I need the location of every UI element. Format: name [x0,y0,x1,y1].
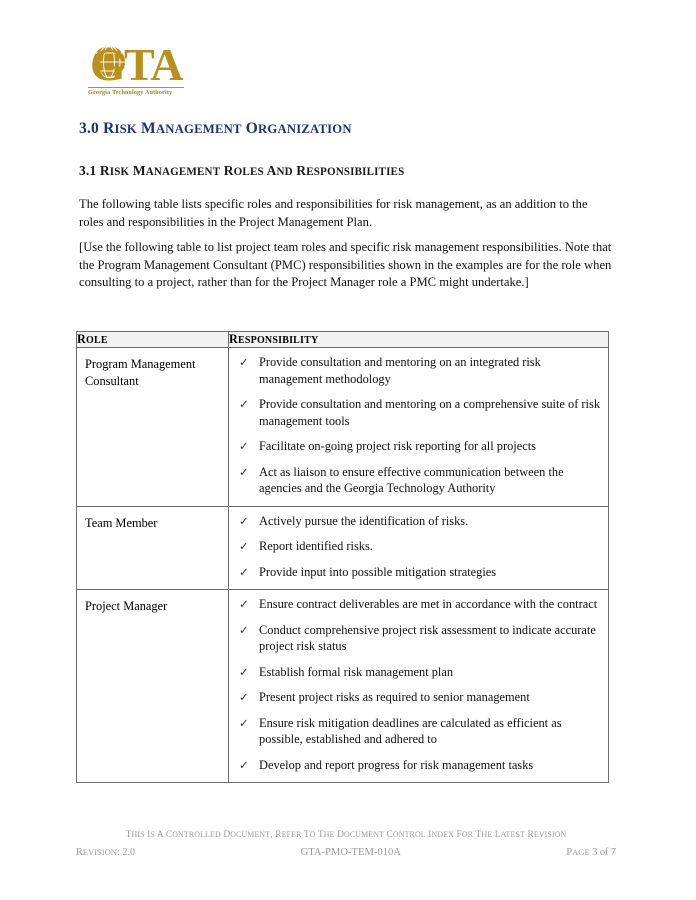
list-item [237,513,600,530]
list-item-text: Facilitate on-going project risk reporting for all projects [259,439,536,453]
list-item [237,396,600,429]
table-row [77,590,609,783]
role-cell: Program Management Consultant [77,348,229,507]
column-header-role: ROLE [77,332,229,348]
list-item-text: Provide input into possible mitigation strategies [259,564,497,579]
footer-revision: REVISION: 2.0 [76,847,136,858]
check-icon: ✓ [239,539,249,553]
check-icon: ✓ [239,439,249,453]
list-item [237,715,600,748]
table-row [77,348,609,507]
check-icon: ✓ [239,597,249,611]
list-item-text: Develop and report progress for risk management tasks [259,757,534,772]
check-icon: ✓ [239,664,249,679]
subsection-heading-text: 3.1 RISK MANAGEMENT ROLES AND RESPONSIBILITIES [79,163,405,178]
list-item [237,757,600,774]
roles-responsibilities-table [76,331,609,783]
list-item [237,354,600,387]
gta-logo [88,40,198,97]
section-heading-text: 3.0 RISK MANAGEMENT ORGANIZATION [79,120,352,137]
footer-notice: THIS IS A CONTROLLED DOCUMENT, REFER TO THE DOCUMENT CONTROL INDEX FOR THE LATEST REVISION [125,830,567,840]
list-item [237,564,600,581]
responsibility-list [237,513,600,581]
check-icon: ✓ [239,397,249,411]
footer-row [76,847,616,858]
list-item-text: Conduct comprehensive project risk assessment to indicate accurate project risk status [259,622,596,653]
table-body [77,348,609,783]
gta-logo-mark [88,40,198,86]
role-cell: Project Manager [77,590,229,783]
list-item-text: Provide consultation and mentoring on an integrated risk management methodology [259,355,541,386]
check-icon: ✓ [239,513,249,528]
responsibility-list [237,596,600,773]
list-item [237,689,600,706]
check-icon: ✓ [239,464,249,479]
list-item-text: Actively pursue the identification of risks. [259,513,469,528]
check-icon: ✓ [239,715,249,730]
subsection-heading [79,163,404,179]
list-item-text: Act as liaison to ensure effective communication between the agencies and the Georgia Technology Authority [259,464,564,495]
check-icon: ✓ [239,690,249,704]
logo-tagline: Georgia Technology Authority [88,89,173,96]
intro-paragraph: The following table lists specific roles and responsibilities for risk management, as an addition to the roles and responsibilities in the Project Management Plan. [79,197,588,229]
section-heading [79,120,352,138]
logo-divider [88,87,184,88]
list-item [237,538,600,555]
svg-text:G: G [90,40,126,86]
responsibility-list [237,354,600,497]
responsibility-cell [229,506,609,590]
table-header-row [77,332,609,348]
footer-page-number: PAGE 3 of 7 [566,847,616,858]
list-item-text: Present project risks as required to senior management [259,690,530,704]
list-item [237,664,600,681]
list-item [237,596,600,613]
list-item [237,438,600,455]
list-item-text: Provide consultation and mentoring on a comprehensive suite of risk management tools [259,397,601,428]
column-header-responsibility: RESPONSIBILITY [229,332,609,348]
list-item-text: Report identified risks. [259,539,373,553]
list-item-text: Establish formal risk management plan [259,664,454,679]
instruction-paragraph: [Use the following table to list project team roles and specific risk management responsibilities. Note that the Program Management Consultant (PMC) responsibilities shown in the examples are for the role when consulting to a project, rather than for the Project Manager role a PMC might undertake.] [79,240,612,289]
svg-text:TA: TA [124,40,183,86]
check-icon: ✓ [239,564,249,579]
responsibility-cell [229,348,609,507]
check-icon: ✓ [239,622,249,637]
responsibility-cell [229,590,609,783]
role-cell: Team Member [77,506,229,590]
table-row [77,506,609,590]
check-icon: ✓ [239,757,249,772]
check-icon: ✓ [239,355,249,369]
list-item-text: Ensure contract deliverables are met in accordance with the contract [259,597,598,611]
list-item [237,464,600,497]
list-item-text: Ensure risk mitigation deadlines are calculated as efficient as possible, established and adhered to [259,715,562,746]
footer-document-id: GTA-PMO-TEM-010A [300,847,401,858]
list-item [237,622,600,655]
